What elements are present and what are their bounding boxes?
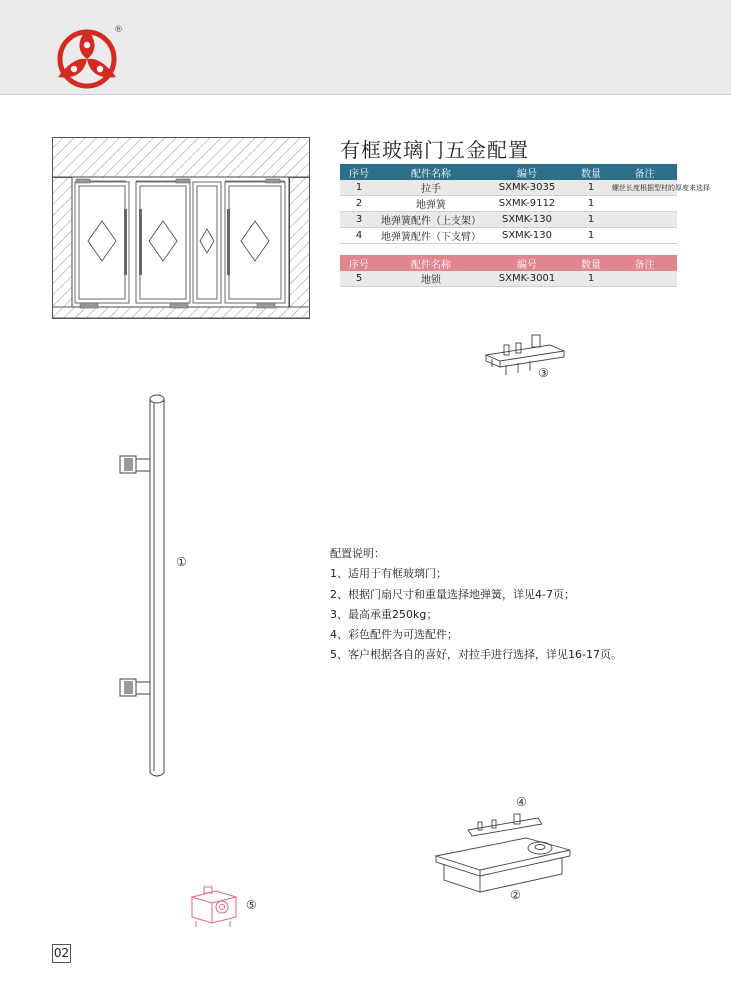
header-qty: 数量 bbox=[581, 168, 601, 180]
header-qty: 数量 bbox=[581, 259, 601, 271]
cell-code: SXMK-3001 bbox=[498, 273, 556, 284]
cell-code: SXMK-3035 bbox=[498, 182, 556, 193]
cell-name: 地锁 bbox=[421, 275, 441, 286]
cell-code: SXMK-130 bbox=[501, 214, 553, 225]
header-name: 配件名称 bbox=[411, 259, 451, 271]
page-title: 有框玻璃门五金配置 bbox=[340, 138, 529, 162]
header-no: 序号 bbox=[349, 259, 369, 271]
label-part-5: ⑤ bbox=[246, 898, 257, 912]
hardware-table-main bbox=[340, 164, 710, 244]
cell-qty: 1 bbox=[587, 273, 595, 284]
cell-no: 3 bbox=[355, 214, 363, 225]
cell-qty: 1 bbox=[587, 230, 595, 241]
label-part-2: ② bbox=[510, 888, 521, 902]
top-pivot-bracket-drawing bbox=[480, 331, 570, 383]
table-row bbox=[340, 196, 677, 212]
cell-code: SXMK-9112 bbox=[498, 198, 556, 209]
registered-mark: ® bbox=[114, 25, 123, 35]
header-code: 编号 bbox=[517, 259, 537, 271]
label-part-3: ③ bbox=[538, 366, 549, 380]
table-row bbox=[340, 180, 710, 196]
header-code: 编号 bbox=[517, 168, 537, 180]
pull-handle-drawing bbox=[112, 393, 182, 780]
hardware-table-optional bbox=[340, 255, 677, 287]
notes-item: 4、彩色配件为可选配件； bbox=[330, 628, 458, 642]
page-number: 02 bbox=[52, 944, 71, 963]
cell-no: 5 bbox=[355, 273, 363, 284]
notes-title: 配置说明： bbox=[330, 547, 385, 560]
table-row bbox=[340, 271, 677, 287]
table-row bbox=[340, 212, 677, 228]
notes-item: 5、客户根据各自的喜好，对拉手进行选择，详见16-17页。 bbox=[330, 648, 622, 662]
cell-qty: 1 bbox=[587, 198, 595, 209]
cell-code: SXMK-130 bbox=[501, 230, 553, 241]
label-part-4: ④ bbox=[516, 795, 527, 809]
header-note: 备注 bbox=[634, 259, 655, 271]
table-row bbox=[340, 228, 677, 244]
floor-lock-drawing bbox=[186, 883, 242, 929]
notes-item: 3、最高承重250kg； bbox=[330, 607, 438, 621]
table-header-row bbox=[340, 255, 677, 271]
config-notes bbox=[330, 544, 622, 666]
cell-no: 1 bbox=[355, 182, 363, 193]
cell-qty: 1 bbox=[587, 214, 595, 225]
cell-name: 地弹簧配件（下支臂） bbox=[381, 232, 481, 243]
notes-item: 2、根据门扇尺寸和重量选择地弹簧，详见4-7页； bbox=[330, 587, 575, 601]
header-note: 备注 bbox=[634, 168, 655, 180]
table-header-row bbox=[340, 164, 677, 180]
header-name: 配件名称 bbox=[411, 168, 451, 180]
cell-qty: 1 bbox=[587, 182, 595, 193]
cell-name: 拉手 bbox=[421, 184, 441, 195]
notes-item: 1、适用于有框玻璃门； bbox=[330, 567, 447, 581]
cell-name: 地弹簧配件（上支架） bbox=[381, 216, 481, 227]
brand-logo bbox=[52, 25, 122, 89]
door-elevation-drawing bbox=[52, 137, 310, 319]
cell-no: 4 bbox=[355, 230, 363, 241]
header-no: 序号 bbox=[349, 168, 369, 180]
label-part-1: ① bbox=[176, 555, 187, 569]
cell-no: 2 bbox=[355, 198, 363, 209]
cell-note: 螺丝长度根据型材的厚度来选择 bbox=[612, 183, 710, 192]
cell-name: 地弹簧 bbox=[416, 200, 446, 211]
floor-spring-drawing bbox=[430, 800, 576, 902]
